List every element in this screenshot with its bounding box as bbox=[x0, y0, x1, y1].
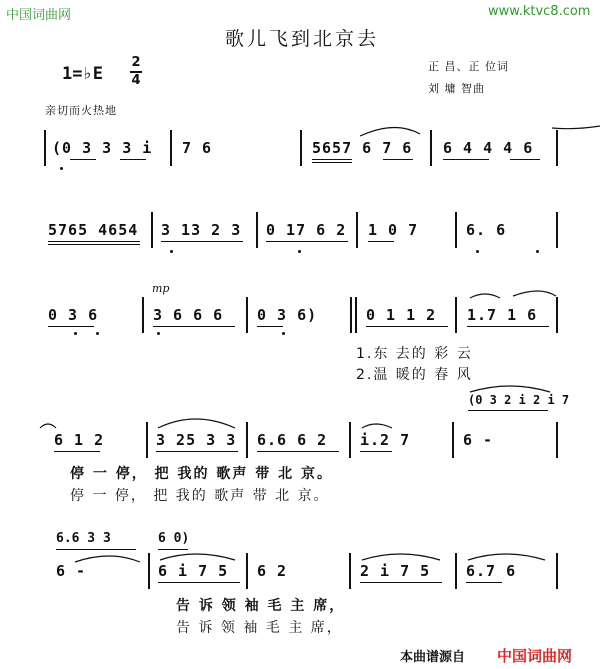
row5-measure5: 6.7 6 bbox=[466, 562, 517, 580]
time-bottom: 4 bbox=[131, 72, 141, 88]
slur bbox=[468, 554, 545, 560]
slur bbox=[75, 556, 140, 562]
row5-measure2: 6 i 7 5 bbox=[158, 562, 229, 580]
row2-measure4: 1 0 7 bbox=[368, 221, 419, 239]
verse2-start: 2.温 暖的 春 风 bbox=[356, 367, 473, 383]
source-site: 中国词曲网 bbox=[497, 647, 573, 665]
watermark-right: www.ktvc8.com bbox=[488, 4, 591, 19]
lyrics-a-line1: 停 一 停， 把 我的 歌声 带 北 京。 bbox=[70, 466, 333, 482]
slur bbox=[360, 127, 420, 136]
source-label: 本曲谱源自 bbox=[400, 650, 466, 665]
key-signature: 1=♭E bbox=[62, 64, 103, 84]
slur bbox=[362, 424, 392, 428]
row1-measure1: (0 3 3 3 i bbox=[52, 139, 153, 157]
row1-measure3: 5657 6 7 6 bbox=[312, 139, 413, 157]
lyricist-credit: 正 昌、正 位词 bbox=[428, 60, 509, 73]
row4-measure5: 6 - bbox=[463, 431, 494, 449]
row2-measure5: 6. 6 bbox=[466, 221, 507, 239]
time-top: 2 bbox=[131, 55, 141, 70]
row2-measure2: 3 13 2 3 bbox=[161, 221, 242, 239]
row5-measure3: 6 2 bbox=[257, 562, 288, 580]
row3-measure5: 1.7 1 6 bbox=[467, 306, 538, 324]
lyrics-a-line2: 停 一 停， 把 我的 歌声 带 北 京。 bbox=[70, 488, 330, 504]
row4-measure3: 6.6 6 2 bbox=[257, 431, 328, 449]
row4-measure1: 6 1 2 bbox=[54, 431, 105, 449]
row5-upper-measure1: 6.6 3 3 bbox=[56, 531, 111, 546]
row3-measure4: 0 1 1 2 bbox=[366, 306, 437, 324]
row5-upper-measure2: 6 0) bbox=[158, 531, 190, 546]
composer-credit: 刘 墉 智曲 bbox=[428, 82, 485, 95]
lyrics-b-line1: 告 诉 领 袖 毛 主 席， bbox=[176, 598, 346, 614]
row3-measure2: 3 6 6 6 bbox=[153, 306, 224, 324]
row5-measure1: 6 - bbox=[56, 562, 87, 580]
row2-measure3: 0 17 6 2 bbox=[266, 221, 347, 239]
row4-upper-notes: (0 3 2 i 2 i 7 bbox=[468, 393, 570, 407]
tie bbox=[552, 126, 600, 129]
lyrics-b-line2: 告 诉 领 袖 毛 主 席， bbox=[176, 620, 343, 636]
row1-measure2: 7 6 bbox=[182, 139, 213, 157]
row1-measure4: 6 4 4 4 6 bbox=[443, 139, 534, 157]
slur bbox=[513, 291, 556, 296]
watermark-left: 中国词曲网 bbox=[6, 8, 72, 23]
tempo-marking: 亲切而火热地 bbox=[45, 104, 117, 117]
row4-measure2: 3 25 3 3 bbox=[156, 431, 237, 449]
row2-measure1: 5765 4654 bbox=[48, 221, 139, 239]
row3-measure1: 0 3 6 bbox=[48, 306, 99, 324]
tie bbox=[40, 424, 56, 428]
slur bbox=[470, 386, 550, 392]
row3-measure3: 0 3 6) bbox=[257, 306, 318, 324]
dynamic-mp: mp bbox=[152, 282, 170, 295]
slur bbox=[160, 554, 235, 560]
verse1-start: 1.东 去的 彩 云 bbox=[356, 346, 473, 362]
slur bbox=[158, 419, 235, 428]
slur bbox=[470, 294, 500, 298]
song-title: 歌儿飞到北京去 bbox=[225, 28, 380, 50]
row5-measure4: 2 i 7 5 bbox=[360, 562, 431, 580]
row4-measure4: i.2 7 bbox=[360, 431, 411, 449]
slur bbox=[362, 554, 440, 560]
